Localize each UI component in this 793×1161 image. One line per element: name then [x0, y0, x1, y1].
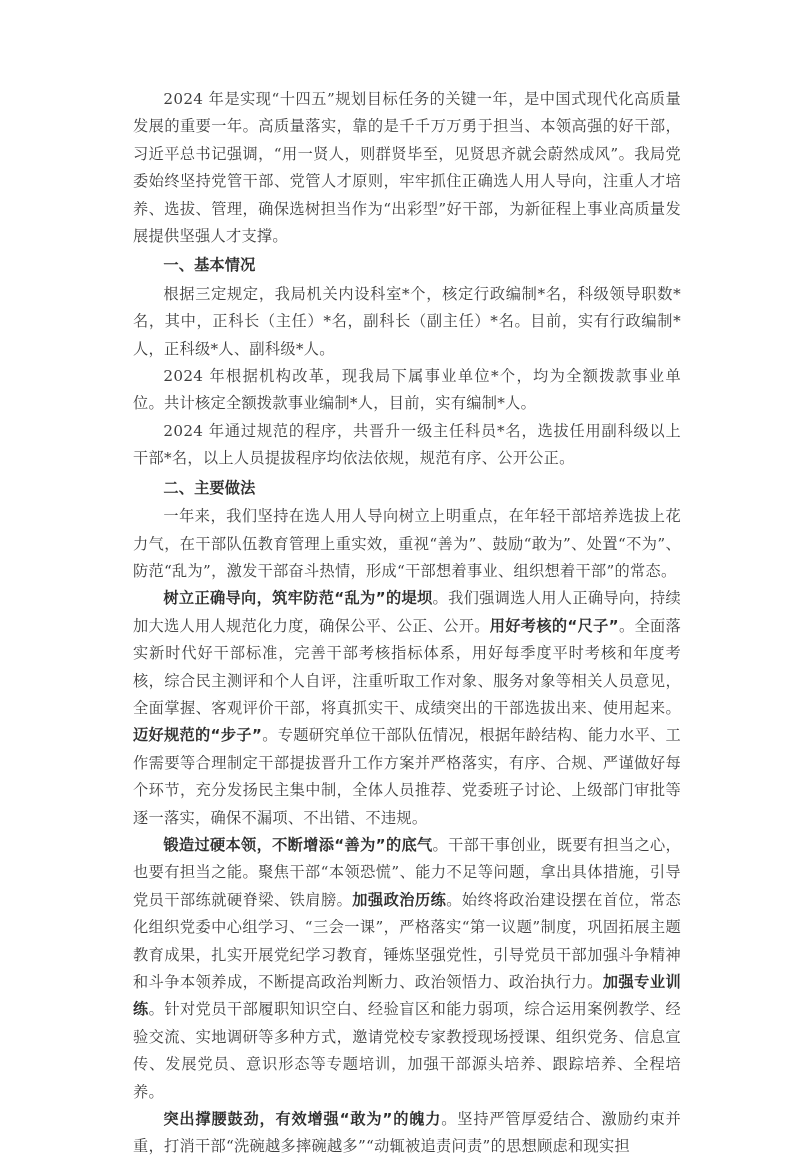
practice-paragraph-1	[133, 585, 681, 832]
body-run: 。我们强调选人用人正确导向，持续加大选人用人规范化力度，确保公平、公正、公开。	[133, 589, 682, 635]
body-run: 。针对党员干部履职知识空白、经验盲区和能力弱项，综合运用案例教学、经验交流、实地调研等多种方式，邀请党校专家教授现场授课、组织党务、信息宣传、发展党员、意识形态等专题培训，加强干部源头培养、跟踪培养、全程培养。	[133, 1000, 681, 1101]
lead-phrase: 迈好规范的“步子”	[133, 726, 263, 745]
body-run: 。干部干事创业，既要有担当之心，也要有担当之能。聚焦干部“本领恐慌”、能力不足等问题，拿出具体措施，引导党员干部练就硬脊梁、铁肩膀。	[133, 835, 682, 909]
lead-phrase: 树立正确导向，筑牢防范“乱为”的堤坝	[163, 589, 433, 608]
practice-paragraph-3	[133, 1106, 681, 1161]
section-heading-2: 二、主要做法	[163, 478, 256, 497]
section-heading-1: 一、基本情况	[163, 256, 256, 275]
intro-paragraph: 2024 年是实现“十四五”规划目标任务的关键一年，是中国式现代化高质量发展的重要一年。高质量落实，靠的是千千万万勇于担当、本领高强的好干部，习近平总书记强调，“用一贤人，则群贤毕至，见贤思齐就会蔚然成风”。我局党委始终坚持党管干部、党管人才原则，牢牢抓住正确选人用人导向，注重人才培养、选拔、管理，确保选树担当作为“出彩型”好干部，为新征程上事业高质量发展提供坚强人才支撑。	[133, 90, 681, 246]
lead-phrase: 锻造过硬本领，不断增添“善为”的底气	[163, 835, 433, 854]
body-run: 。坚持严管厚爱结合、激励约束并重，打消干部“洗碗越多摔碗越多”“动辄被追责问责”的思想顾虑和现实担	[133, 1110, 682, 1156]
lead-phrase: 加强专业训练	[133, 973, 681, 1019]
document-body	[133, 86, 681, 1161]
basic-situation-paragraph-2: 2024 年根据机构改革，现我局下属事业单位*个，均为全额拨款事业单位。共计核定全额拨款事业编制*人，目前，实有编制*人。	[133, 367, 681, 413]
body-run: 。全面落实新时代好干部标准，完善干部考核指标体系，用好每季度平时考核和年度考核，综合民主测评和个人自评，注重听取工作对象、服务对象等相关人员意见，全面掌握、客观评价干部，将真抓实干、成绩突出的干部选拔出来、使用起来。	[133, 616, 682, 717]
main-practices-intro: 一年来，我们坚持在选人用人导向树立上明重点，在年轻干部培养选拔上花力气，在干部队伍教育管理上重实效，重视“善为”、鼓励“敢为”、处置“不为”、防范“乱为”，激发干部奋斗热情，形成“干部想着事业、组织想着干部”的常态。	[133, 507, 681, 580]
body-run: 。专题研究单位干部队伍情况，根据年龄结构、能力水平、工作需要等合理制定干部提拔晋升工作方案并严格落实，有序、合规、严谨做好每个环节，充分发扬民主集中制，全体人员推荐、党委班子讨论、上级部门审批等逐一落实，确保不漏项、不出错、不违规。	[133, 726, 682, 827]
lead-phrase: 加强政治历练	[352, 890, 447, 909]
lead-phrase: 用好考核的“尺子”	[489, 616, 619, 635]
lead-phrase: 突出撑腰鼓劲，有效增强“敢为”的魄力	[163, 1110, 442, 1129]
body-run: 。始终将政治建设摆在首位，常态化组织党委中心组学习、“三会一课”，严格落实“第一议题”制度，巩固拓展主题教育成果，扎实开展党纪学习教育，锤炼坚强党性，引导党员干部加强斗争精神和斗争本领养成，不断提高政治判断力、政治领悟力、政治执行力。	[133, 890, 682, 991]
practice-paragraph-2	[133, 832, 681, 1106]
basic-situation-paragraph-1: 根据三定规定，我局机关内设科室*个，核定行政编制*名，科级领导职数*名，其中，正科长（主任）*名，副科长（副主任）*名。目前，实有行政编制*人，正科级*人、副科级*人。	[133, 284, 681, 358]
basic-situation-paragraph-3: 2024 年通过规范的程序，共晋升一级主任科员*名，选拔任用副科级以上干部*名，以上人员提拔程序均依法依规，规范有序、公开公正。	[133, 421, 681, 468]
